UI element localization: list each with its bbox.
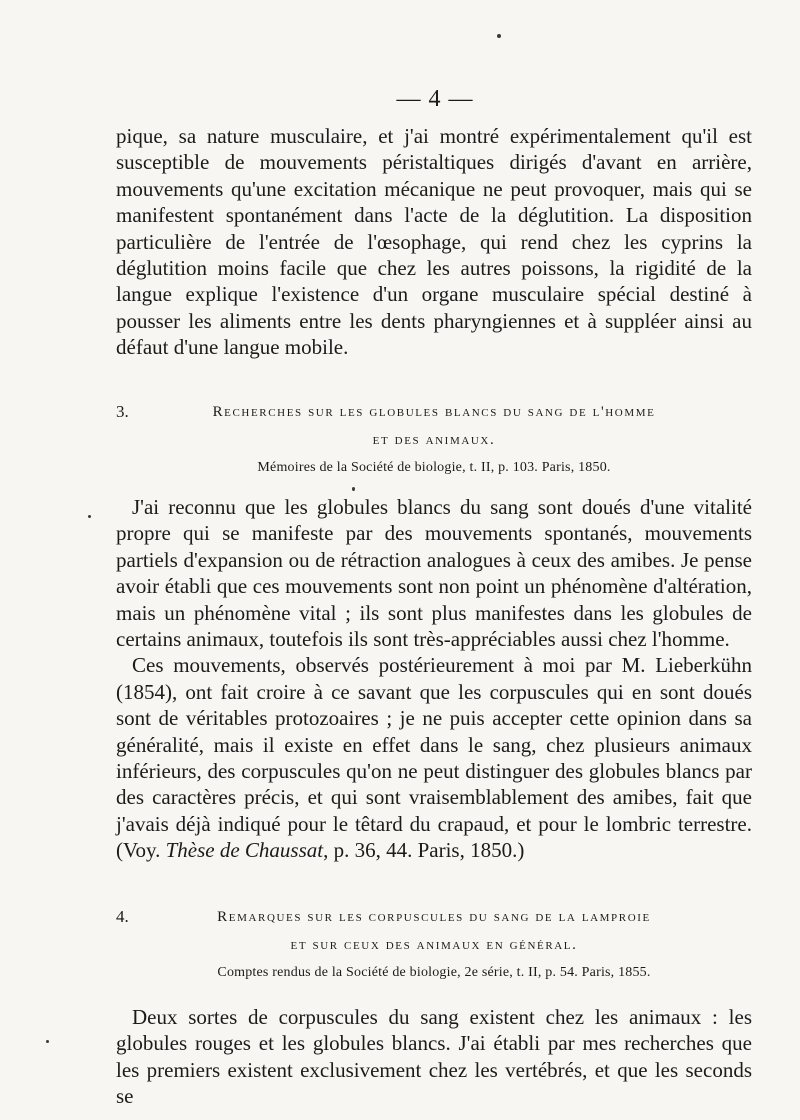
print-speck: [352, 487, 355, 491]
section-3-paragraph-b-italic: Thèse de Chaussat: [165, 838, 324, 863]
paragraph-continued: [116, 123, 752, 361]
section-4-title-line-1: Remarques sur les corpuscules du sang de la lamproie: [217, 909, 651, 925]
print-speck: [88, 515, 91, 518]
section-3-heading: [116, 398, 752, 454]
section-4-number: 4.: [116, 907, 129, 926]
section-3-paragraph-b-main: Ces mouvements, observés postérieurement à moi par M. Lieberkühn (1854), ont fait croire à ce savant que les corpuscules qui en sont doués sont de véritables protozoaires ; je ne puis accepter cette opinion dans sa généralité, mais il existe en effet dans le sang, chez plusieurs animaux inférieurs, des corpuscules qu'on ne peut distinguer des globules blancs par des caractères précis, et qui sont vraisemblablement des amibes, fait que j'avais déjà indiqué pour le têtard du crapaud, et pour le lombric terrestre. (Voy.: [116, 653, 752, 863]
paragraph-text: pique, sa nature musculaire, et j'ai montré expérimentalement qu'il est susceptible de mouvements péristaltiques dirigés d'avant en arrière, mouvements qu'une excitation mécanique ne peut provoquer, mais qui se manifestent spontanément dans l'acte de la déglutition. La disposition particulière de l'entrée de l'œsophage, qui rend chez les cyprins la déglutition moins facile que chez les autres poissons, la rigidité de la langue explique l'existence d'un organe musculaire spécial destiné à pousser les aliments entre les dents pharyngiennes et à suppléer ainsi au défaut d'une langue mobile.: [116, 124, 752, 360]
section-4-title-line-2: et sur ceux des animaux en général.: [290, 937, 578, 953]
section-4-heading: [116, 903, 752, 959]
section-4-paragraph-a: Deux sortes de corpuscules du sang existent chez les animaux : les globules rouges et les globules blancs. J'ai établi par mes recherches que les premiers existent exclusivement chez les vertébrés, et que les seconds se: [116, 1005, 752, 1109]
section-3-body: [116, 494, 752, 864]
section-3-paragraph-b: [116, 652, 752, 863]
section-3-paragraph-b-end: , p. 36, 44. Paris, 1850.): [323, 838, 525, 863]
section-3-title-line-2: et des animaux.: [372, 432, 496, 448]
section-3-paragraph-a: J'ai reconnu que les globules blancs du sang sont doués d'une vitalité propre qui se manifeste par des mouvements spontanés, mouvements partiels d'expansion ou de rétraction analogues à ceux des amibes. Je pense avoir établi que ces mouvements sont non point un phénomène d'altération, mais un phénomène vital ; ils sont plus manifestes dans les globules de certains animaux, toutefois ils sont très-appréciables aussi chez l'homme.: [116, 495, 752, 652]
section-4-reference: Comptes rendus de la Société de biologie, 2e série, t. II, p. 54. Paris, 1855.: [217, 965, 651, 980]
print-speck: [497, 34, 501, 38]
section-3-number: 3.: [116, 402, 129, 421]
section-4-body: [116, 1004, 752, 1110]
print-speck: [46, 1040, 49, 1043]
section-3-reference: Mémoires de la Société de biologie, t. II, p. 103. Paris, 1850.: [257, 460, 611, 475]
page-number: — 4 —: [396, 86, 474, 112]
section-3-title-line-1: Recherches sur les globules blancs du sang de l'homme: [212, 404, 656, 420]
